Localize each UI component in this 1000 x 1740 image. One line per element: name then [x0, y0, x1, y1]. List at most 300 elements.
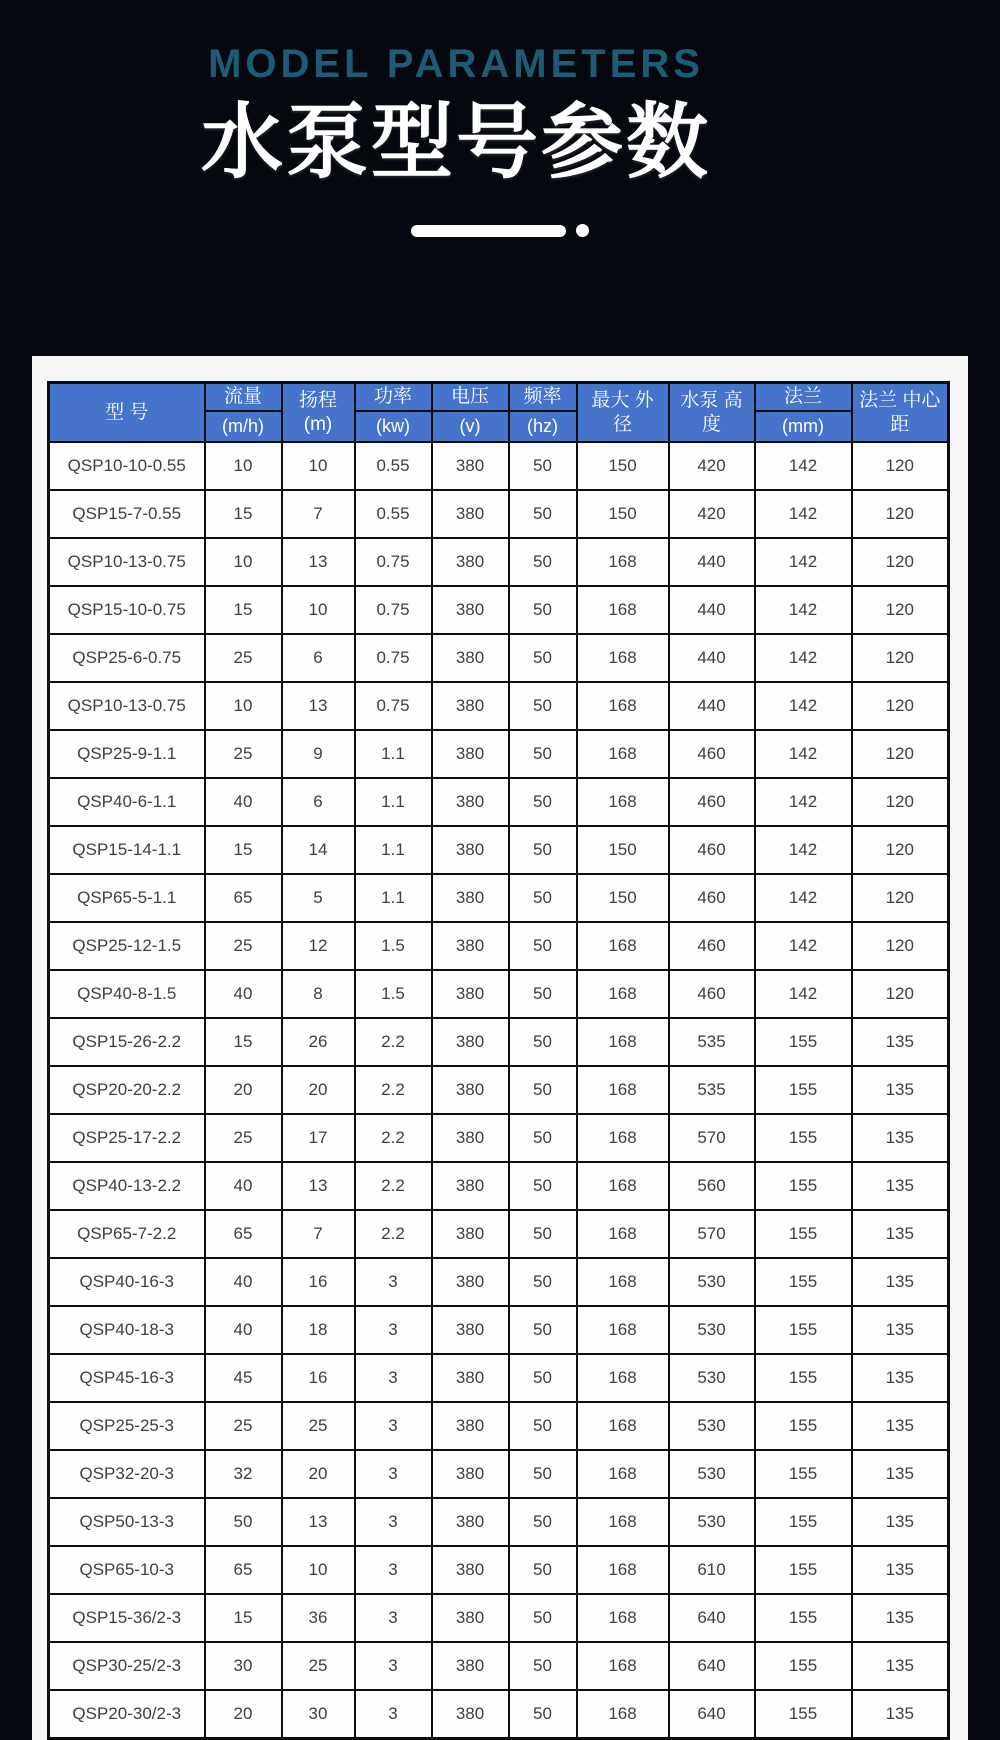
value-cell: 380	[432, 1498, 509, 1546]
value-cell: 168	[577, 1546, 669, 1594]
value-cell: 40	[205, 1162, 282, 1210]
col-unit-frequency: (hz)	[509, 411, 577, 442]
value-cell: 50	[509, 1594, 577, 1642]
value-cell: 530	[669, 1450, 755, 1498]
value-cell: 168	[577, 778, 669, 826]
value-cell: 120	[852, 970, 949, 1018]
value-cell: 168	[577, 1690, 669, 1739]
model-cell: QSP25-12-1.5	[49, 922, 205, 970]
value-cell: 25	[205, 634, 282, 682]
value-cell: 50	[509, 1114, 577, 1162]
value-cell: 16	[282, 1354, 355, 1402]
value-cell: 45	[205, 1354, 282, 1402]
value-cell: 1.5	[355, 970, 432, 1018]
col-header-pump-height	[669, 383, 755, 443]
header-row-titles	[49, 383, 949, 412]
table-row	[49, 1450, 949, 1498]
value-cell: 155	[755, 1162, 852, 1210]
value-cell: 50	[509, 1066, 577, 1114]
value-cell: 142	[755, 922, 852, 970]
value-cell: 1.1	[355, 874, 432, 922]
table-row	[49, 1402, 949, 1450]
value-cell: 168	[577, 1642, 669, 1690]
value-cell: 168	[577, 1402, 669, 1450]
value-cell: 15	[205, 826, 282, 874]
value-cell: 25	[205, 730, 282, 778]
value-cell: 13	[282, 1498, 355, 1546]
value-cell: 15	[205, 1018, 282, 1066]
value-cell: 1.1	[355, 826, 432, 874]
value-cell: 50	[509, 538, 577, 586]
value-cell: 135	[852, 1210, 949, 1258]
table-row	[49, 1690, 949, 1739]
value-cell: 120	[852, 442, 949, 490]
value-cell: 380	[432, 490, 509, 538]
value-cell: 380	[432, 1450, 509, 1498]
value-cell: 13	[282, 1162, 355, 1210]
value-cell: 25	[282, 1402, 355, 1450]
value-cell: 168	[577, 1594, 669, 1642]
value-cell: 570	[669, 1114, 755, 1162]
value-cell: 380	[432, 922, 509, 970]
value-cell: 50	[509, 1690, 577, 1739]
value-cell: 135	[852, 1546, 949, 1594]
value-cell: 610	[669, 1546, 755, 1594]
value-cell: 380	[432, 1258, 509, 1306]
table-panel	[32, 356, 968, 1740]
value-cell: 50	[509, 586, 577, 634]
value-cell: 420	[669, 490, 755, 538]
value-cell: 142	[755, 778, 852, 826]
value-cell: 50	[509, 1402, 577, 1450]
value-cell: 1.5	[355, 922, 432, 970]
page-title: 水泵型号参数	[200, 97, 711, 188]
value-cell: 50	[509, 1306, 577, 1354]
value-cell: 380	[432, 1642, 509, 1690]
value-cell: 155	[755, 1642, 852, 1690]
col-header-head-title: 扬程	[298, 389, 337, 411]
value-cell: 168	[577, 634, 669, 682]
value-cell: 168	[577, 1210, 669, 1258]
model-cell: QSP20-20-2.2	[49, 1066, 205, 1114]
value-cell: 380	[432, 1210, 509, 1258]
value-cell: 168	[577, 1018, 669, 1066]
table-row	[49, 586, 949, 634]
value-cell: 3	[355, 1546, 432, 1594]
value-cell: 380	[432, 1546, 509, 1594]
value-cell: 168	[577, 1114, 669, 1162]
model-cell: QSP25-9-1.1	[49, 730, 205, 778]
value-cell: 5	[282, 874, 355, 922]
table-row	[49, 1642, 949, 1690]
model-cell: QSP45-16-3	[49, 1354, 205, 1402]
value-cell: 168	[577, 1306, 669, 1354]
value-cell: 135	[852, 1114, 949, 1162]
value-cell: 155	[755, 1114, 852, 1162]
value-cell: 3	[355, 1258, 432, 1306]
table-row	[49, 1498, 949, 1546]
value-cell: 135	[852, 1306, 949, 1354]
value-cell: 3	[355, 1402, 432, 1450]
value-cell: 380	[432, 1066, 509, 1114]
table-row	[49, 730, 949, 778]
value-cell: 6	[282, 634, 355, 682]
col-header-outer-diameter-line2: 径	[612, 413, 632, 435]
table-row	[49, 1306, 949, 1354]
value-cell: 168	[577, 1162, 669, 1210]
value-cell: 50	[509, 922, 577, 970]
model-cell: QSP50-13-3	[49, 1498, 205, 1546]
value-cell: 25	[205, 1402, 282, 1450]
model-cell: QSP25-6-0.75	[49, 634, 205, 682]
value-cell: 460	[669, 874, 755, 922]
col-unit-flange: (mm)	[755, 411, 852, 442]
value-cell: 380	[432, 1018, 509, 1066]
col-header-flange: 法兰	[755, 383, 852, 412]
value-cell: 168	[577, 1258, 669, 1306]
value-cell: 2.2	[355, 1066, 432, 1114]
table-row	[49, 1354, 949, 1402]
model-cell: QSP20-30/2-3	[49, 1690, 205, 1739]
value-cell: 460	[669, 730, 755, 778]
value-cell: 3	[355, 1306, 432, 1354]
value-cell: 15	[205, 1594, 282, 1642]
table-row	[49, 634, 949, 682]
value-cell: 135	[852, 1258, 949, 1306]
value-cell: 50	[205, 1498, 282, 1546]
value-cell: 6	[282, 778, 355, 826]
value-cell: 1.1	[355, 778, 432, 826]
col-header-outer-diameter-line1: 最大 外	[591, 389, 654, 411]
table-body	[49, 442, 949, 1739]
value-cell: 142	[755, 538, 852, 586]
value-cell: 12	[282, 922, 355, 970]
value-cell: 50	[509, 490, 577, 538]
value-cell: 30	[205, 1642, 282, 1690]
col-unit-voltage: (v)	[432, 411, 509, 442]
value-cell: 3	[355, 1450, 432, 1498]
value-cell: 13	[282, 538, 355, 586]
value-cell: 380	[432, 730, 509, 778]
value-cell: 168	[577, 1066, 669, 1114]
value-cell: 14	[282, 826, 355, 874]
col-header-model: 型 号	[49, 383, 205, 443]
value-cell: 120	[852, 682, 949, 730]
value-cell: 135	[852, 1594, 949, 1642]
col-header-flange-center-line2: 距	[890, 413, 910, 435]
value-cell: 535	[669, 1066, 755, 1114]
divider-line	[411, 225, 566, 237]
value-cell: 168	[577, 682, 669, 730]
value-cell: 3	[355, 1642, 432, 1690]
value-cell: 440	[669, 682, 755, 730]
parameters-table	[47, 381, 950, 1740]
value-cell: 50	[509, 1498, 577, 1546]
value-cell: 50	[509, 442, 577, 490]
value-cell: 135	[852, 1642, 949, 1690]
table-row	[49, 1114, 949, 1162]
model-cell: QSP40-16-3	[49, 1258, 205, 1306]
value-cell: 155	[755, 1594, 852, 1642]
col-header-outer-diameter	[577, 383, 669, 443]
value-cell: 155	[755, 1306, 852, 1354]
value-cell: 10	[282, 1546, 355, 1594]
value-cell: 50	[509, 778, 577, 826]
value-cell: 440	[669, 634, 755, 682]
value-cell: 168	[577, 730, 669, 778]
model-cell: QSP40-6-1.1	[49, 778, 205, 826]
value-cell: 530	[669, 1354, 755, 1402]
table-row	[49, 682, 949, 730]
value-cell: 2.2	[355, 1162, 432, 1210]
col-header-flange-center	[852, 383, 949, 443]
value-cell: 155	[755, 1018, 852, 1066]
col-header-head-unit: (m)	[303, 413, 333, 435]
table-row	[49, 1258, 949, 1306]
value-cell: 0.55	[355, 490, 432, 538]
value-cell: 380	[432, 970, 509, 1018]
value-cell: 420	[669, 442, 755, 490]
value-cell: 135	[852, 1018, 949, 1066]
value-cell: 460	[669, 826, 755, 874]
value-cell: 530	[669, 1258, 755, 1306]
col-header-power: 功率	[355, 383, 432, 412]
value-cell: 50	[509, 1546, 577, 1594]
value-cell: 50	[509, 1450, 577, 1498]
value-cell: 560	[669, 1162, 755, 1210]
table-row	[49, 538, 949, 586]
value-cell: 135	[852, 1450, 949, 1498]
value-cell: 380	[432, 1402, 509, 1450]
value-cell: 65	[205, 1210, 282, 1258]
value-cell: 380	[432, 1306, 509, 1354]
table-header	[49, 383, 949, 443]
value-cell: 155	[755, 1450, 852, 1498]
table-row	[49, 1018, 949, 1066]
model-cell: QSP15-10-0.75	[49, 586, 205, 634]
model-cell: QSP25-25-3	[49, 1402, 205, 1450]
value-cell: 0.55	[355, 442, 432, 490]
value-cell: 13	[282, 682, 355, 730]
value-cell: 40	[205, 1258, 282, 1306]
value-cell: 3	[355, 1594, 432, 1642]
value-cell: 120	[852, 634, 949, 682]
value-cell: 155	[755, 1546, 852, 1594]
value-cell: 135	[852, 1354, 949, 1402]
value-cell: 380	[432, 1354, 509, 1402]
table-row	[49, 1210, 949, 1258]
value-cell: 440	[669, 586, 755, 634]
value-cell: 40	[205, 778, 282, 826]
value-cell: 50	[509, 1162, 577, 1210]
model-cell: QSP10-13-0.75	[49, 682, 205, 730]
value-cell: 155	[755, 1258, 852, 1306]
value-cell: 380	[432, 1162, 509, 1210]
value-cell: 32	[205, 1450, 282, 1498]
value-cell: 50	[509, 1018, 577, 1066]
title-divider	[0, 224, 1000, 237]
value-cell: 150	[577, 442, 669, 490]
value-cell: 440	[669, 538, 755, 586]
value-cell: 150	[577, 826, 669, 874]
model-cell: QSP15-7-0.55	[49, 490, 205, 538]
value-cell: 2.2	[355, 1114, 432, 1162]
value-cell: 40	[205, 970, 282, 1018]
value-cell: 150	[577, 874, 669, 922]
value-cell: 120	[852, 538, 949, 586]
value-cell: 50	[509, 970, 577, 1018]
value-cell: 20	[205, 1690, 282, 1739]
value-cell: 10	[282, 586, 355, 634]
value-cell: 0.75	[355, 682, 432, 730]
col-header-voltage: 电压	[432, 383, 509, 412]
col-header-pump-height-line1: 水泵 高	[680, 389, 743, 411]
value-cell: 142	[755, 442, 852, 490]
model-cell: QSP65-7-2.2	[49, 1210, 205, 1258]
model-cell: QSP10-10-0.55	[49, 442, 205, 490]
model-cell: QSP32-20-3	[49, 1450, 205, 1498]
table-row	[49, 1162, 949, 1210]
value-cell: 380	[432, 1690, 509, 1739]
table-row	[49, 826, 949, 874]
value-cell: 155	[755, 1066, 852, 1114]
value-cell: 1.1	[355, 730, 432, 778]
value-cell: 380	[432, 1594, 509, 1642]
model-cell: QSP15-14-1.1	[49, 826, 205, 874]
model-cell: QSP30-25/2-3	[49, 1642, 205, 1690]
value-cell: 50	[509, 682, 577, 730]
value-cell: 640	[669, 1690, 755, 1739]
value-cell: 460	[669, 970, 755, 1018]
table-row	[49, 778, 949, 826]
value-cell: 18	[282, 1306, 355, 1354]
value-cell: 15	[205, 490, 282, 538]
value-cell: 16	[282, 1258, 355, 1306]
table-row	[49, 1066, 949, 1114]
divider-dot	[576, 224, 589, 237]
value-cell: 168	[577, 1498, 669, 1546]
eyebrow-title: MODEL PARAMETERS	[208, 42, 704, 86]
value-cell: 135	[852, 1066, 949, 1114]
model-cell: QSP15-26-2.2	[49, 1018, 205, 1066]
value-cell: 530	[669, 1498, 755, 1546]
value-cell: 135	[852, 1402, 949, 1450]
table-row	[49, 874, 949, 922]
value-cell: 50	[509, 1258, 577, 1306]
value-cell: 640	[669, 1642, 755, 1690]
value-cell: 25	[282, 1642, 355, 1690]
value-cell: 530	[669, 1306, 755, 1354]
value-cell: 380	[432, 826, 509, 874]
value-cell: 25	[205, 1114, 282, 1162]
value-cell: 65	[205, 1546, 282, 1594]
value-cell: 640	[669, 1594, 755, 1642]
value-cell: 142	[755, 874, 852, 922]
value-cell: 380	[432, 1114, 509, 1162]
value-cell: 120	[852, 778, 949, 826]
value-cell: 2.2	[355, 1018, 432, 1066]
value-cell: 380	[432, 682, 509, 730]
value-cell: 26	[282, 1018, 355, 1066]
value-cell: 168	[577, 586, 669, 634]
value-cell: 3	[355, 1354, 432, 1402]
col-header-frequency: 频率	[509, 383, 577, 412]
value-cell: 10	[205, 682, 282, 730]
value-cell: 535	[669, 1018, 755, 1066]
value-cell: 155	[755, 1210, 852, 1258]
value-cell: 50	[509, 1354, 577, 1402]
value-cell: 380	[432, 874, 509, 922]
value-cell: 20	[282, 1066, 355, 1114]
value-cell: 155	[755, 1498, 852, 1546]
value-cell: 17	[282, 1114, 355, 1162]
value-cell: 3	[355, 1498, 432, 1546]
value-cell: 168	[577, 922, 669, 970]
table-row	[49, 442, 949, 490]
value-cell: 50	[509, 730, 577, 778]
table-row	[49, 490, 949, 538]
value-cell: 168	[577, 538, 669, 586]
value-cell: 380	[432, 778, 509, 826]
col-unit-power: (kw)	[355, 411, 432, 442]
table-row	[49, 970, 949, 1018]
value-cell: 120	[852, 922, 949, 970]
value-cell: 135	[852, 1498, 949, 1546]
value-cell: 142	[755, 634, 852, 682]
value-cell: 120	[852, 874, 949, 922]
hero-section	[0, 44, 912, 186]
value-cell: 460	[669, 778, 755, 826]
value-cell: 7	[282, 1210, 355, 1258]
value-cell: 50	[509, 826, 577, 874]
value-cell: 142	[755, 970, 852, 1018]
value-cell: 135	[852, 1162, 949, 1210]
value-cell: 30	[282, 1690, 355, 1739]
value-cell: 50	[509, 634, 577, 682]
value-cell: 0.75	[355, 634, 432, 682]
model-cell: QSP40-18-3	[49, 1306, 205, 1354]
table-row	[49, 1594, 949, 1642]
table-row	[49, 1546, 949, 1594]
value-cell: 7	[282, 490, 355, 538]
col-unit-flow: (m/h)	[205, 411, 282, 442]
value-cell: 155	[755, 1354, 852, 1402]
table-row	[49, 922, 949, 970]
value-cell: 120	[852, 490, 949, 538]
value-cell: 10	[282, 442, 355, 490]
value-cell: 50	[509, 1210, 577, 1258]
value-cell: 142	[755, 490, 852, 538]
value-cell: 380	[432, 538, 509, 586]
value-cell: 15	[205, 586, 282, 634]
value-cell: 10	[205, 538, 282, 586]
value-cell: 530	[669, 1402, 755, 1450]
value-cell: 50	[509, 1642, 577, 1690]
value-cell: 0.75	[355, 538, 432, 586]
col-header-pump-height-line2: 度	[701, 413, 721, 435]
value-cell: 0.75	[355, 586, 432, 634]
value-cell: 142	[755, 826, 852, 874]
value-cell: 168	[577, 970, 669, 1018]
value-cell: 570	[669, 1210, 755, 1258]
value-cell: 155	[755, 1402, 852, 1450]
value-cell: 120	[852, 730, 949, 778]
value-cell: 50	[509, 874, 577, 922]
value-cell: 155	[755, 1690, 852, 1739]
model-cell: QSP65-10-3	[49, 1546, 205, 1594]
value-cell: 142	[755, 682, 852, 730]
value-cell: 460	[669, 922, 755, 970]
